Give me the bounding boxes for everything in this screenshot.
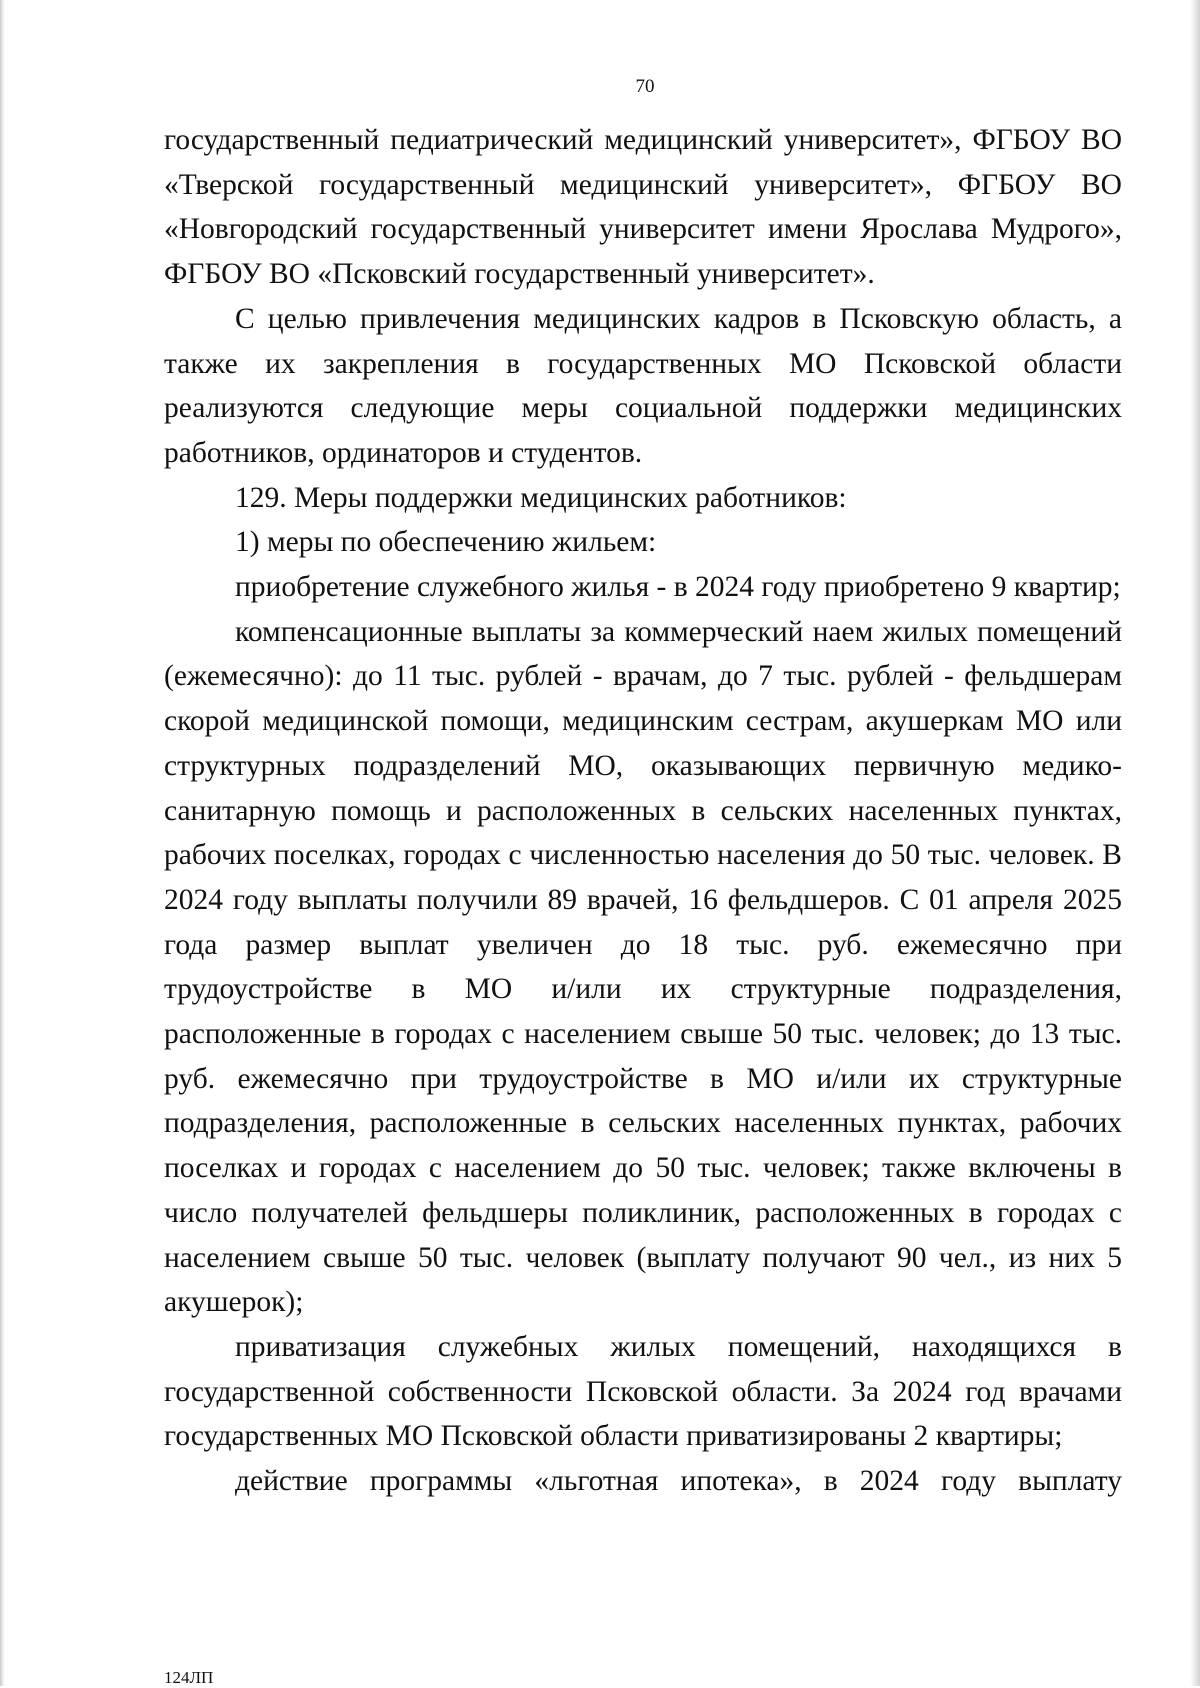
paragraph-support-measures-intro: С целью привлечения медицинских кадров в Псковскую область, а также их закрепления в государственных МО Псковской области реализуются следующие меры социальной поддержки медицинских работников, ординаторов и студентов. [164,302,1122,469]
paragraph-universities: государственный педиатрический медицинский университет», ФГБОУ ВО «Тверской государственный медицинский университет», ФГБОУ ВО «Новгородский государственный университет имени Ярослава Мудрого», ФГБОУ ВО «Псковский государственный университет». [164,124,1122,291]
paragraph-service-housing: приобретение служебного жилья - в 2024 году приобретено 9 квартир; [235,571,1121,604]
document-body [164,118,1122,1504]
paragraph-housing-measures: 1) меры по обеспечению жильем: [235,526,657,559]
scan-edge-right [1190,0,1200,1686]
document-code: 124ЛП [164,1668,214,1687]
scan-edge-left [0,0,5,1686]
paragraph-item-129: 129. Меры поддержки медицинских работников: [235,481,847,514]
paragraph-privatization: приватизация служебных жилых помещений, находящихся в государственной собственности Псковской области. За 2024 год врачами государственных МО Псковской области приватизированы 2 квартиры; [164,1330,1122,1453]
page-number: 70 [635,76,655,97]
paragraph-compensation-payments: компенсационные выплаты за коммерческий наем жилых помещений (ежемесячно): до 11 тыс. рублей - врачам, до 7 тыс. рублей - фельдшерам скорой медицинской помощи, медицинским сестрам, акушеркам МО или структурных подразделений МО, оказывающих первичную медико-санитарную помощь и расположенных в сельских населенных пунктах, рабочих поселках, городах с численностью населения до 50 тыс. человек. В 2024 году выплаты получили 89 врачей, 16 фельдшеров. С 01 апреля 2025 года размер выплат увеличен до 18 тыс. руб. ежемесячно при трудоустройстве в МО и/или их структурные подразделения, расположенные в городах с населением свыше 50 тыс. человек; до 13 тыс. руб. ежемесячно при трудоустройстве в МО и/или их структурные подразделения, расположенные в сельских населенных пунктах, рабочих поселках и городах с населением до 50 тыс. человек; также включены в число получателей фельдшеры поликлиник, расположенных в городах с населением свыше 50 тыс. человек (выплату получают 90 чел., из них 5 акушерок); [164,615,1122,1319]
paragraph-mortgage-program: действие программы «льготная ипотека», в 2024 году выплату [235,1465,1122,1498]
